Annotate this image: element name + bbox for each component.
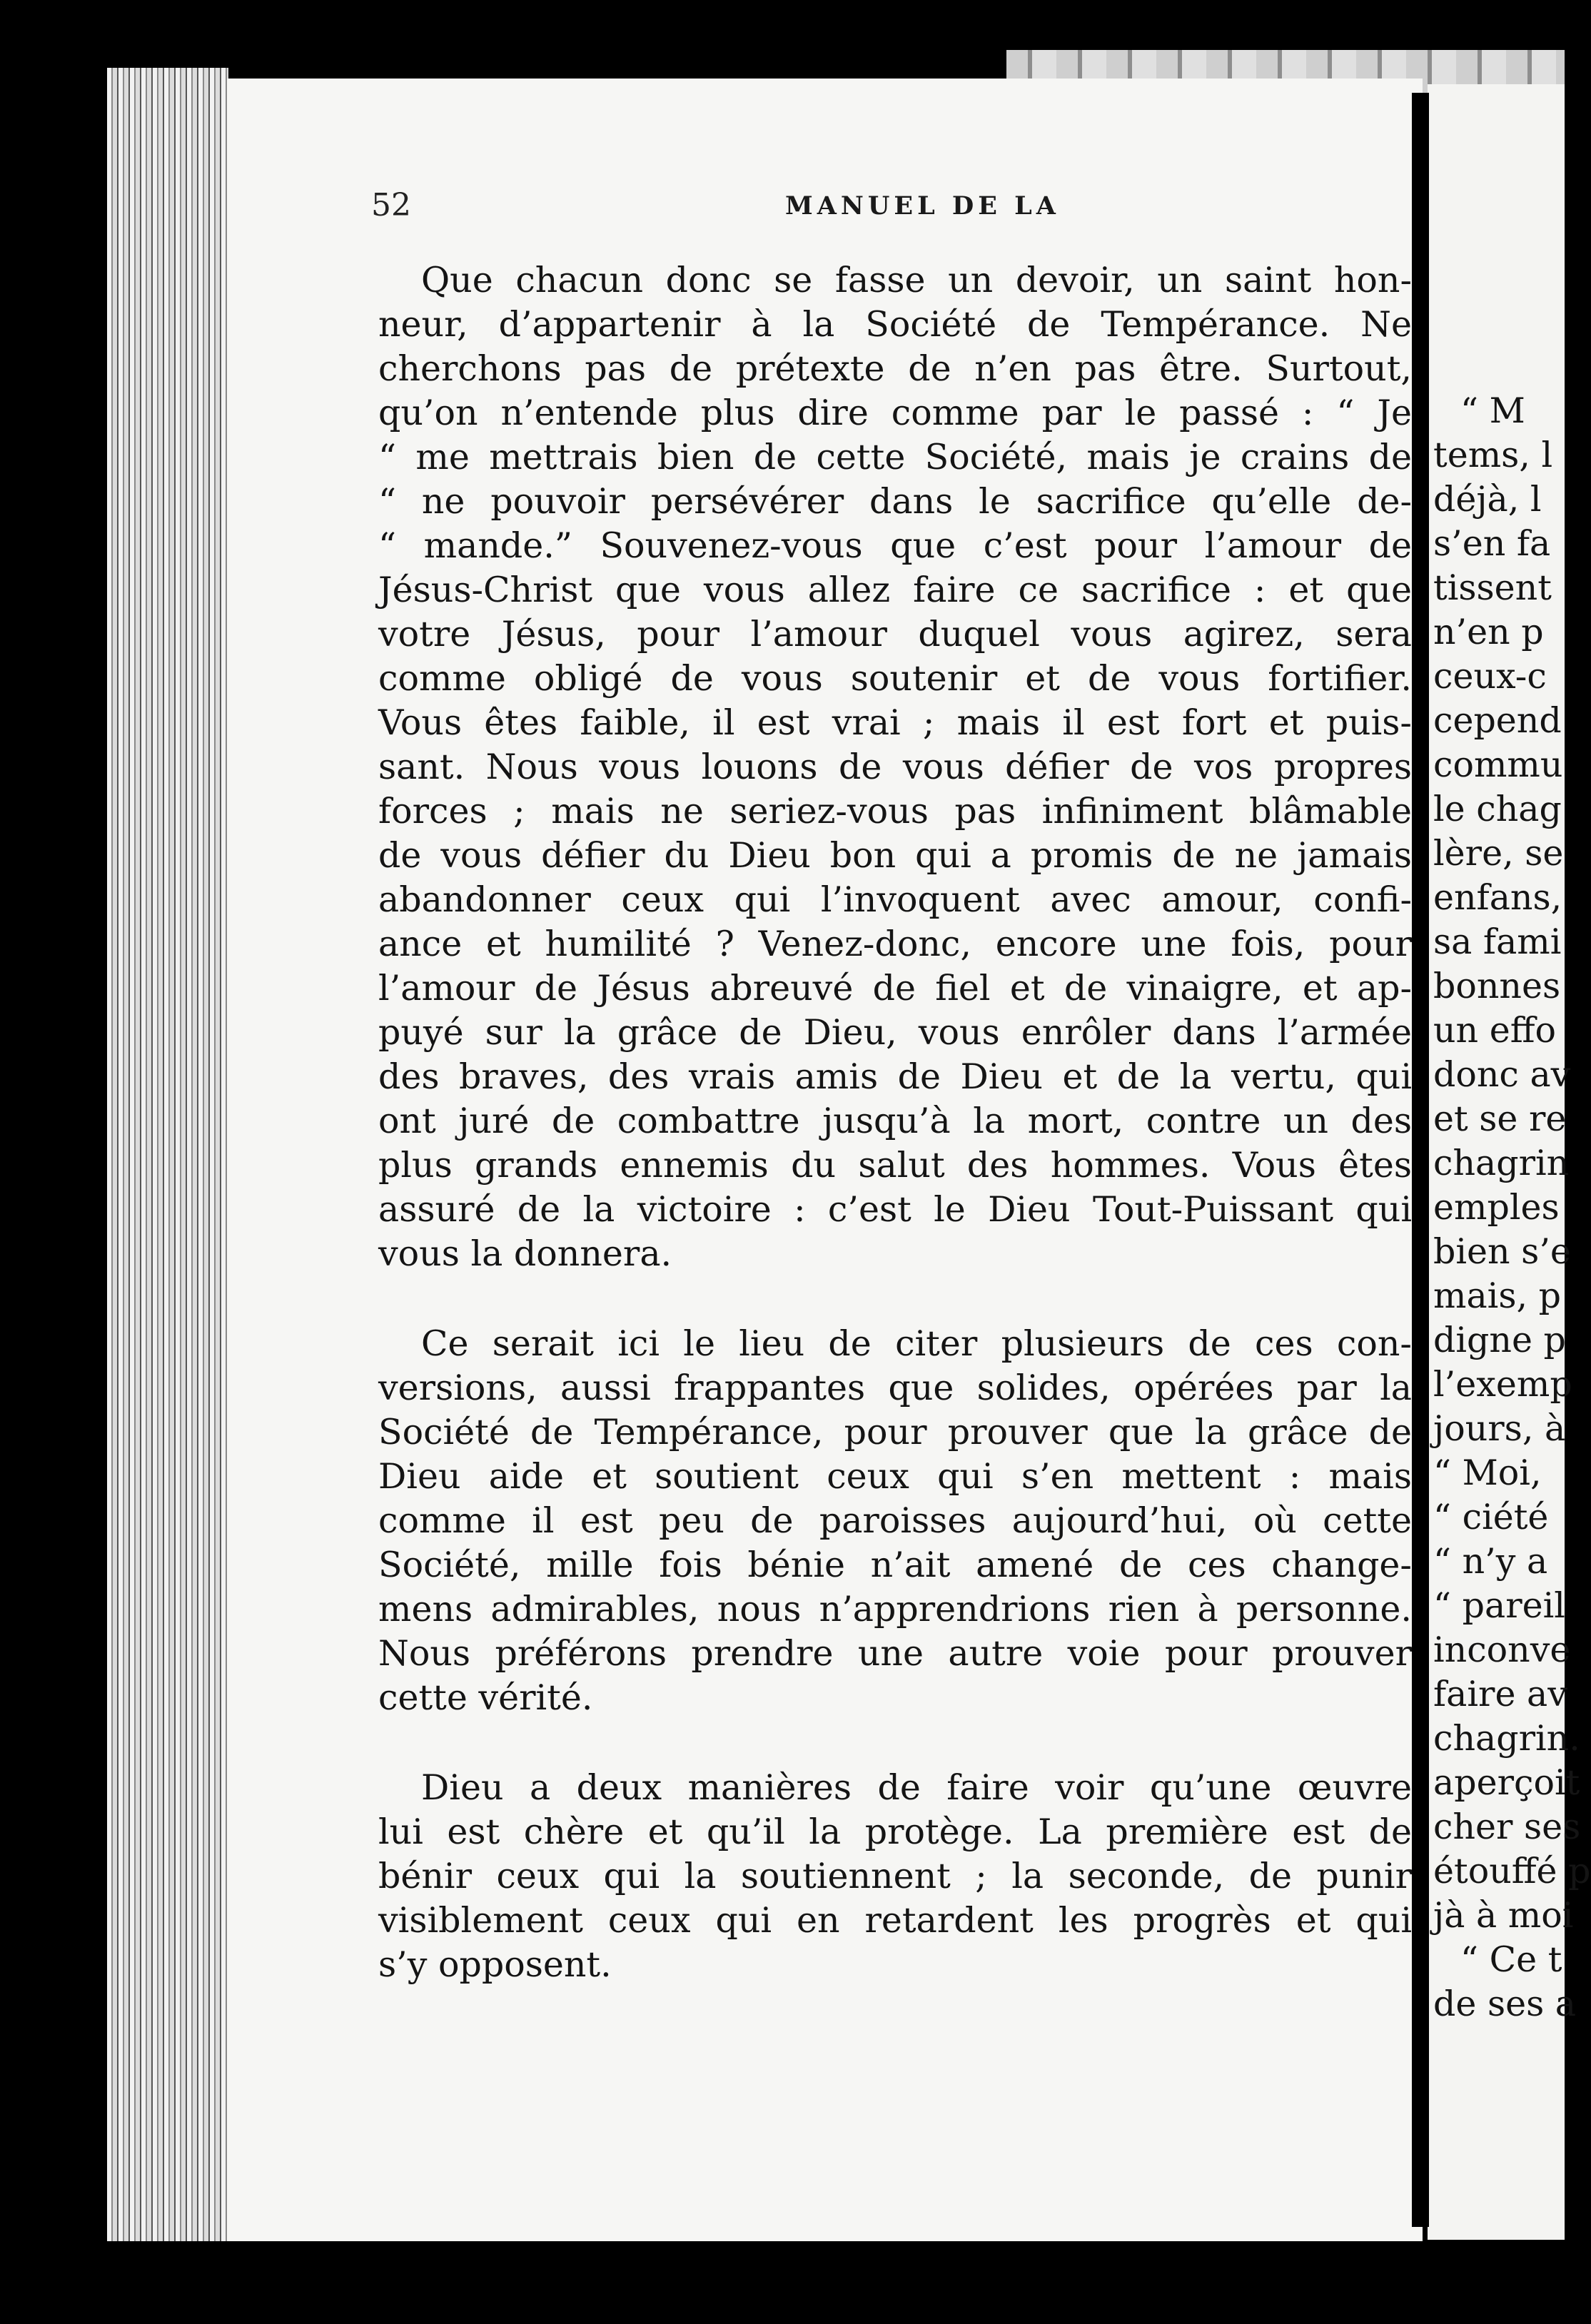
text-line: mens admirables, nous n’apprendrions rien à personne. bbox=[378, 1589, 1412, 1630]
text-line: plus grands ennemis du salut des hommes. Vous êtes bbox=[378, 1145, 1412, 1186]
facing-line: n’en p bbox=[1433, 612, 1544, 652]
text-line: lui est chère et qu’il la protège. La première est de bbox=[378, 1812, 1412, 1852]
text-line: des braves, des vrais amis de Dieu et de la vertu, qui bbox=[378, 1056, 1412, 1097]
text-line: Ce serait ici le lieu de citer plusieurs de ces con- bbox=[421, 1323, 1412, 1364]
text-line: bénir ceux qui la soutiennent ; la seconde, de punir bbox=[378, 1856, 1412, 1896]
text-line: ont juré de combattre jusqu’à la mort, contre un des bbox=[378, 1101, 1412, 1141]
facing-line: chagrin. bbox=[1433, 1718, 1580, 1759]
facing-line: enfans, bbox=[1433, 877, 1562, 918]
text-line: Dieu aide et soutient ceux qui s’en mettent : mais bbox=[378, 1456, 1412, 1497]
text-line: ance et humilité ? Venez-donc, encore une fois, pour bbox=[378, 924, 1412, 964]
facing-line: bonnes bbox=[1433, 966, 1561, 1006]
facing-line: “ ciété bbox=[1433, 1497, 1549, 1537]
page-number: 52 bbox=[371, 187, 411, 223]
text-line: forces ; mais ne seriez-vous pas infiniment blâmable bbox=[378, 791, 1412, 832]
text-line: Que chacun donc se fasse un devoir, un saint hon- bbox=[421, 260, 1412, 300]
facing-line: donc av bbox=[1433, 1054, 1571, 1095]
text-line: “ ne pouvoir persévérer dans le sacrifice qu’elle de- bbox=[378, 481, 1412, 522]
text-line: “ mande.” Souvenez-vous que c’est pour l’amour de bbox=[378, 525, 1412, 566]
text-line: versions, aussi frappantes que solides, opérées par la bbox=[378, 1368, 1412, 1408]
text-line: comme obligé de vous soutenir et de vous fortifier. bbox=[378, 658, 1412, 699]
text-line: Société, mille fois bénie n’ait amené de ces change- bbox=[378, 1545, 1412, 1585]
facing-line: chagrin bbox=[1433, 1143, 1570, 1183]
facing-line: “ Ce t bbox=[1460, 1939, 1562, 1980]
facing-line: digne p bbox=[1433, 1320, 1566, 1360]
facing-line: commu bbox=[1433, 744, 1563, 785]
text-line: Nous préférons prendre une autre voie pour prouver bbox=[378, 1633, 1412, 1674]
facing-line: jours, à bbox=[1433, 1408, 1566, 1449]
facing-line: déjà, l bbox=[1433, 479, 1542, 520]
scan-border-bottom bbox=[107, 2241, 1565, 2324]
facing-line: “ n’y a bbox=[1433, 1541, 1548, 1582]
facing-line: le chag bbox=[1433, 789, 1562, 829]
facing-line: tissent bbox=[1433, 567, 1552, 608]
book-page-edges bbox=[107, 68, 228, 2241]
paragraph-1 bbox=[378, 258, 1412, 1276]
text-line: puyé sur la grâce de Dieu, vous enrôler dans l’armée bbox=[378, 1012, 1412, 1053]
facing-line: sa fami bbox=[1433, 921, 1562, 962]
text-line: Société de Tempérance, pour prouver que la grâce de bbox=[378, 1412, 1412, 1452]
facing-line: “ pareil bbox=[1433, 1585, 1565, 1626]
facing-line: s’en fa bbox=[1433, 523, 1551, 564]
book-gutter bbox=[1412, 93, 1429, 2227]
text-line: assuré de la victoire : c’est le Dieu Tout-Puissant qui bbox=[378, 1189, 1412, 1230]
facing-line: l’exemp bbox=[1433, 1364, 1572, 1405]
facing-line: et se re bbox=[1433, 1098, 1567, 1139]
text-line: cherchons pas de prétexte de n’en pas être. Surtout, bbox=[378, 348, 1412, 389]
facing-line: bien s’e bbox=[1433, 1231, 1571, 1272]
facing-line: emples bbox=[1433, 1187, 1560, 1228]
text-line: vous la donnera. bbox=[378, 1233, 672, 1274]
text-line: Dieu a deux manières de faire voir qu’une œuvre bbox=[421, 1767, 1412, 1808]
text-line: s’y opposent. bbox=[378, 1944, 612, 1985]
facing-line: jà à moi bbox=[1433, 1895, 1574, 1936]
text-line: cette vérité. bbox=[378, 1677, 593, 1718]
text-line: comme il est peu de paroisses aujourd’hui, où cette bbox=[378, 1500, 1412, 1541]
facing-line: un effo bbox=[1433, 1010, 1557, 1051]
text-line: votre Jésus, pour l’amour duquel vous agirez, sera bbox=[378, 614, 1412, 655]
facing-line: de ses a bbox=[1433, 1984, 1577, 2024]
facing-line: aperçoit bbox=[1433, 1762, 1580, 1803]
paragraph-3 bbox=[378, 1766, 1412, 1987]
text-line: Jésus-Christ que vous allez faire ce sacrifice : et que bbox=[378, 570, 1412, 610]
paragraph-2 bbox=[378, 1322, 1412, 1720]
facing-line: tems, l bbox=[1433, 435, 1553, 475]
text-line: l’amour de Jésus abreuvé de fiel et de vinaigre, et ap- bbox=[378, 968, 1412, 1009]
facing-line: mais, p bbox=[1433, 1275, 1562, 1316]
body-text bbox=[378, 258, 1412, 2033]
text-line: “ me mettrais bien de cette Société, mais je crains de bbox=[378, 437, 1412, 478]
text-line: Vous êtes faible, il est vrai ; mais il est fort et puis- bbox=[378, 702, 1412, 743]
facing-line: faire av bbox=[1433, 1674, 1567, 1714]
page-header bbox=[357, 187, 1399, 230]
facing-line: ceux-c bbox=[1433, 656, 1547, 697]
text-line: sant. Nous vous louons de vous défier de vos propres bbox=[378, 747, 1412, 787]
facing-line: étouffé p bbox=[1433, 1851, 1591, 1891]
facing-line: cepend bbox=[1433, 700, 1562, 741]
text-line: abandonner ceux qui l’invoquent avec amour, confi- bbox=[378, 879, 1412, 920]
running-title: MANUEL DE LA bbox=[785, 191, 1060, 221]
facing-line: “ M bbox=[1460, 390, 1525, 431]
text-line: qu’on n’entende plus dire comme par le passé : “ Je bbox=[378, 393, 1412, 433]
facing-page-text bbox=[1433, 389, 1591, 2026]
text-line: visiblement ceux qui en retardent les progrès et qui bbox=[378, 1900, 1412, 1941]
text-line: neur, d’appartenir à la Société de Tempérance. Ne bbox=[378, 304, 1412, 345]
facing-line: cher ses bbox=[1433, 1807, 1581, 1847]
facing-line: lère, se bbox=[1433, 833, 1564, 874]
text-line: de vous défier du Dieu bon qui a promis de ne jamais bbox=[378, 835, 1412, 876]
facing-line: inconve bbox=[1433, 1630, 1571, 1670]
facing-line: “ Moi, bbox=[1433, 1452, 1542, 1493]
